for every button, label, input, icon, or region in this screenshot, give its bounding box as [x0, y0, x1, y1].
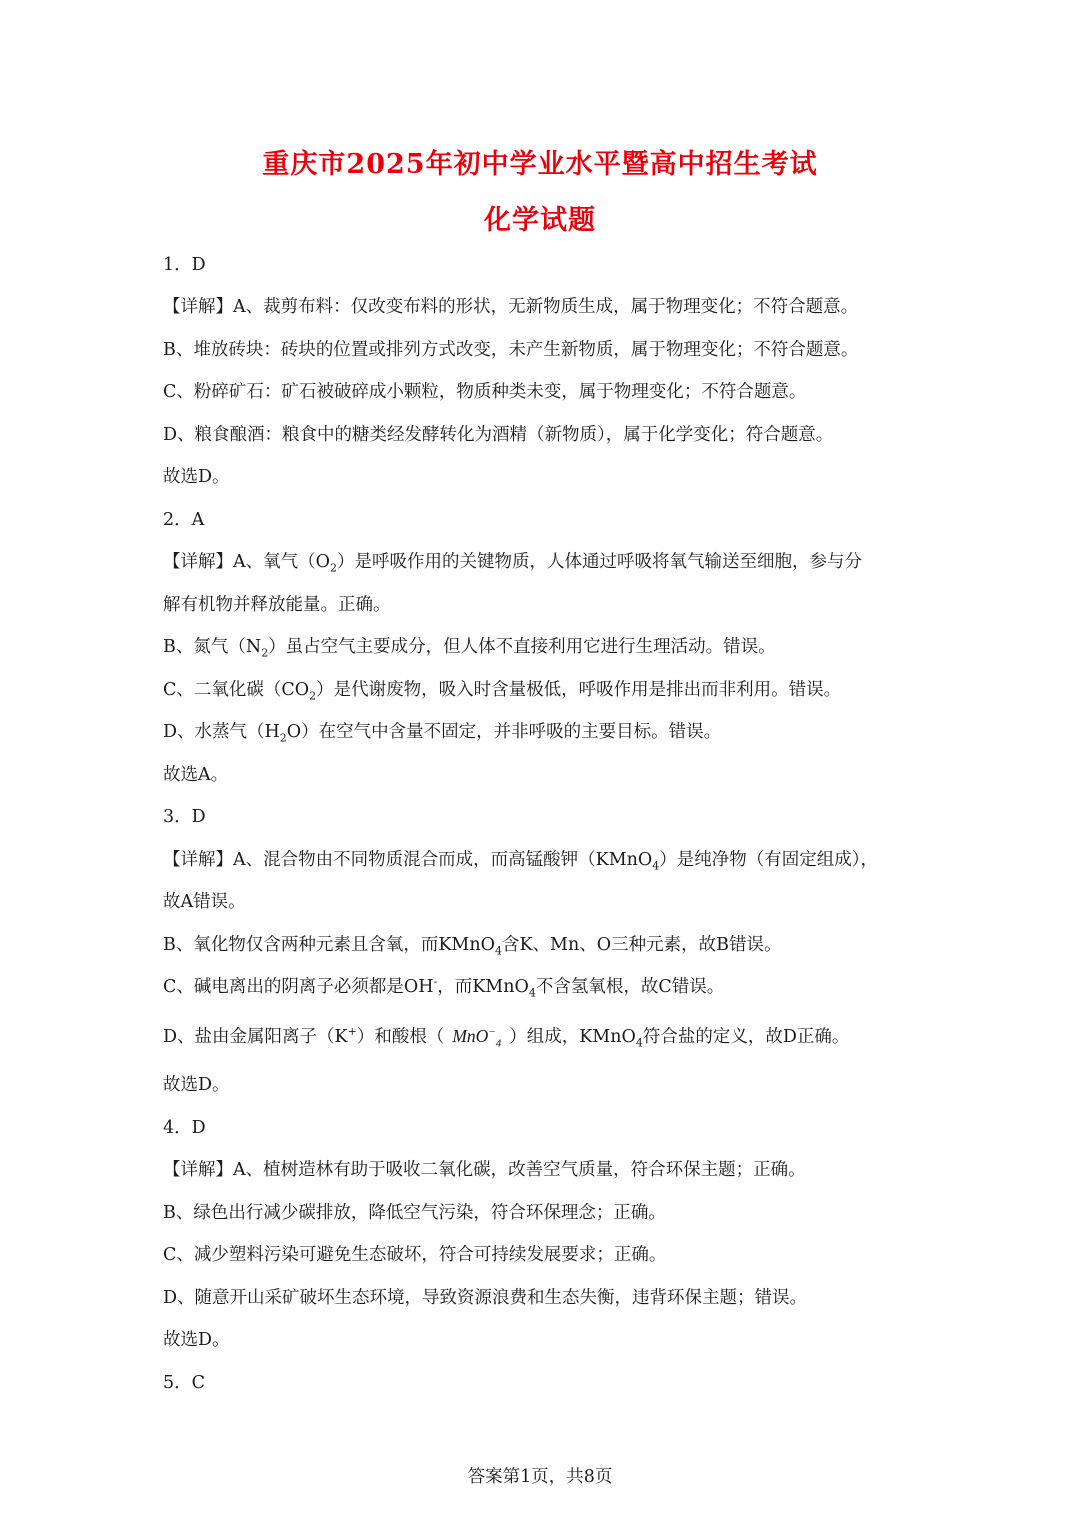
q3-answer: 3．D — [163, 807, 206, 827]
q1-detail-a: 【详解】A、裁剪布料：仅改变布料的形状，无新物质生成，属于物理变化；不符合题意。 — [163, 297, 859, 317]
q3-detail-a-cont: 故A错误。 — [163, 892, 246, 912]
q1-detail-c: C、粉碎矿石：矿石被破碎成小颗粒，物质种类未变，属于物理变化；不符合题意。 — [163, 382, 807, 402]
q4-detail-d: D、随意开山采矿破坏生态环境，导致资源浪费和生态失衡，违背环保主题；错误。 — [163, 1288, 808, 1308]
q1-detail-b: B、堆放砖块：砖块的位置或排列方式改变，未产生新物质，属于物理变化；不符合题意。 — [163, 340, 859, 360]
detail-tag: 【详解】 — [163, 1160, 233, 1180]
q2-detail-a: 【详解】A、氧气$(O_2)$是呼吸作用的关键物质，人体通过呼吸将氧气输送至细胞，参与分 — [163, 552, 862, 575]
q4-detail-c: C、减少塑料污染可避免生态破坏，符合可持续发展要求；正确。 — [163, 1245, 667, 1265]
q1-detail-d: D、粮食酿酒：粮食中的糖类经发酵转化为酒精（新物质），属于化学变化；符合题意。 — [163, 425, 834, 445]
q5-answer: 5．C — [163, 1373, 206, 1393]
q2-conclusion: 故选A。 — [163, 765, 229, 785]
q4-answer: 4．D — [163, 1118, 206, 1138]
q2-detail-b: B、氮气$(N_2)$虽占空气主要成分，但人体不直接利用它进行生理活动。错误。 — [163, 637, 776, 660]
q3-conclusion: 故选D。 — [163, 1075, 230, 1095]
q2-detail-c: C、二氧化碳$(CO_2)$是代谢废物，吸入时含量极低，呼吸作用是排出而非利用。错误。 — [163, 680, 842, 703]
q1-conclusion: 故选D。 — [163, 467, 230, 487]
q4-conclusion: 故选D。 — [163, 1330, 230, 1350]
q3-detail-d: D、盐由金属阳离子（K+）和酸根（ MnO−$_4$ ）组成，KMnO$_4$符合盐的定义，故D正确。 — [163, 1023, 849, 1050]
detail-tag: 【详解】 — [163, 297, 233, 317]
q4-detail-a: 【详解】A、植树造林有助于吸收二氧化碳，改善空气质量，符合环保主题；正确。 — [163, 1160, 806, 1180]
q1-answer: 1．D — [163, 255, 206, 275]
detail-tag: 【详解】 — [163, 552, 233, 572]
q3-detail-b: B、氧化物仅含两种元素且含氧，而KMnO$_4$含K、Mn、O三种元素，故B错误。 — [163, 935, 782, 958]
page-footer: 答案第1页，共8页 — [467, 1467, 613, 1487]
permanganate-ion: MnO−$_4$ — [452, 1026, 502, 1050]
q2-detail-d: D、水蒸气$(H_2O)$在空气中含量不固定，并非呼吸的主要目标。错误。 — [163, 722, 722, 745]
q2-detail-a-cont: 解有机物并释放能量。正确。 — [163, 595, 391, 615]
detail-tag: 【详解】 — [163, 850, 233, 870]
q3-detail-c: C、碱电离出的阴离子必须都是OH-，而KMnO$_4$不含氢氧根，故C错误。 — [163, 975, 725, 1000]
q2-answer: 2．A — [163, 510, 205, 530]
q3-detail-a: 【详解】A、混合物由不同物质混合而成，而高锰酸钾（KMnO$_4$）是纯净物（有固定组成）， — [163, 850, 878, 873]
q4-detail-b: B、绿色出行减少碳排放，降低空气污染，符合环保理念；正确。 — [163, 1203, 666, 1223]
exam-title: 重庆市2025年初中学业水平暨高中招生考试 — [262, 149, 818, 180]
subject-title: 化学试题 — [484, 205, 596, 236]
